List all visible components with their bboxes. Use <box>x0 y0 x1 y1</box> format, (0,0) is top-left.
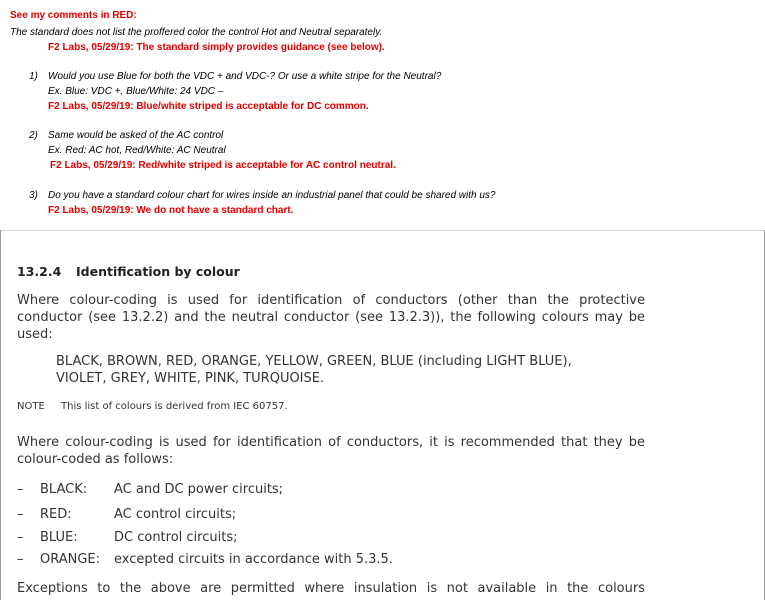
question-example: Ex. Red: AC hot, Red/White: AC Neutral <box>48 145 226 156</box>
colour-use: DC control circuits; <box>114 530 238 545</box>
comments-heading: See my comments in RED: <box>10 10 137 21</box>
standard-excerpt <box>0 231 765 600</box>
section-number: 13.2.4 <box>17 264 62 279</box>
question-number: 2) <box>29 130 38 141</box>
intro-line: The standard does not list the proffered color the control Hot and Neutral separately. <box>10 27 383 38</box>
paragraph-line: colour-coded as follows: <box>17 452 174 467</box>
paragraph-line: Where colour-coding is used for identification of conductors (other than the protective <box>17 293 645 308</box>
paragraph-line: used: <box>17 327 53 342</box>
intro-reply: F2 Labs, 05/29/19: The standard simply provides guidance (see below). <box>48 42 385 53</box>
colour-use: excepted circuits in accordance with 5.3.5. <box>114 552 393 567</box>
colour-name: RED: <box>40 507 72 522</box>
colour-use: AC control circuits; <box>114 507 237 522</box>
paragraph-line: Exceptions to the above are permitted where insulation is not available in the colours <box>17 581 645 596</box>
question-text: Do you have a standard colour chart for wires inside an industrial panel that could be shared with us? <box>48 190 496 201</box>
note-label: NOTE <box>17 401 45 412</box>
note-text: This list of colours is derived from IEC 60757. <box>61 401 288 412</box>
colour-list-line: VIOLET, GREY, WHITE, PINK, TURQUOISE. <box>56 371 325 386</box>
colour-list-line: BLACK, BROWN, RED, ORANGE, YELLOW, GREEN, BLUE (including LIGHT BLUE), <box>56 354 572 369</box>
email-comments <box>0 0 765 230</box>
paragraph-line: Where colour-coding is used for identification of conductors, it is recommended that they be <box>17 435 645 450</box>
question-reply: F2 Labs, 05/29/19: Red/white striped is acceptable for AC control neutral. <box>50 160 396 171</box>
list-dash: – <box>17 530 24 545</box>
question-number: 1) <box>29 71 38 82</box>
question-text: Same would be asked of the AC control <box>48 130 224 141</box>
colour-name: ORANGE: <box>40 552 101 567</box>
question-text: Would you use Blue for both the VDC + and VDC-? Or use a white stripe for the Neutral? <box>48 71 442 82</box>
list-dash: – <box>17 482 24 497</box>
paragraph-line: conductor (see 13.2.2) and the neutral conductor (see 13.2.3)), the following colours may be <box>17 310 645 325</box>
colour-name: BLUE: <box>40 530 78 545</box>
question-reply: F2 Labs, 05/29/19: We do not have a standard chart. <box>48 205 294 216</box>
question-example: Ex. Blue: VDC +, Blue/White: 24 VDC – <box>48 86 224 97</box>
colour-name: BLACK: <box>40 482 88 497</box>
question-reply: F2 Labs, 05/29/19: Blue/white striped is acceptable for DC common. <box>48 101 369 112</box>
question-number: 3) <box>29 190 38 201</box>
section-title: Identification by colour <box>76 264 240 279</box>
list-dash: – <box>17 552 24 567</box>
list-dash: – <box>17 507 24 522</box>
colour-use: AC and DC power circuits; <box>114 482 284 497</box>
